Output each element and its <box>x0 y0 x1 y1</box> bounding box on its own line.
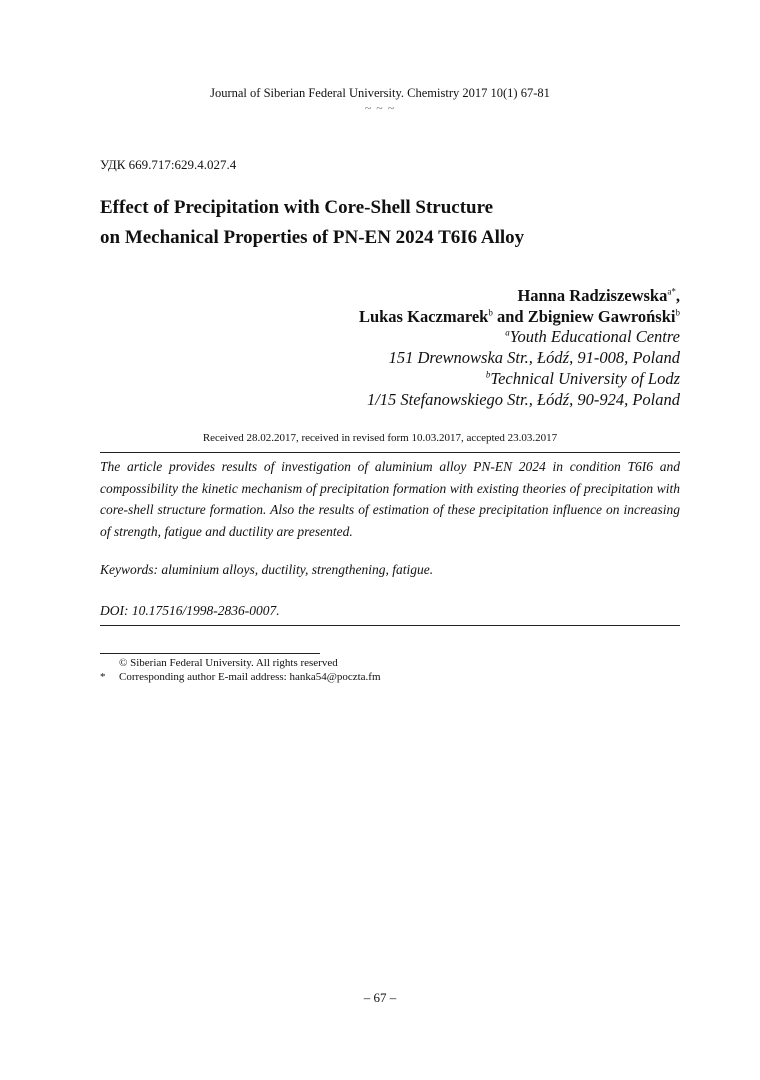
article-title <box>100 193 524 253</box>
affiliation-text: 151 Drewnowska Str., Łódź, 91-008, Poland <box>388 348 680 367</box>
journal-header: Journal of Siberian Federal University. Chemistry 2017 10(1) 67-81 <box>210 86 550 100</box>
footnote-rule <box>100 653 320 654</box>
keywords: Keywords: aluminium alloys, ductility, strengthening, fatigue. <box>100 562 434 577</box>
title-line-2: on Mechanical Properties of PN-EN 2024 T6I6 Alloy <box>100 227 525 248</box>
affiliation-line <box>367 368 680 389</box>
affiliation-line <box>367 326 680 347</box>
affiliation-text: 1/15 Stefanowskiego Str., Łódź, 90-924, Poland <box>366 390 680 409</box>
affiliation-text: Youth Educational Centre <box>509 327 680 346</box>
doi: DOI: 10.17516/1998-2836-0007. <box>100 603 280 618</box>
header-separator: ~ ~ ~ <box>364 101 396 115</box>
author-name: Hanna Radziszewska <box>517 286 668 305</box>
author-list <box>359 285 680 327</box>
author-sup: b <box>675 307 680 318</box>
affiliation-line <box>367 347 680 368</box>
copyright-text: © Siberian Federal University. All rights reserved <box>119 657 338 669</box>
author-line-1 <box>359 285 680 306</box>
footnote-copyright <box>100 657 338 669</box>
author-line-2 <box>359 306 680 327</box>
author-name: Lukas Kaczmarek <box>358 307 489 326</box>
affiliation-sup: b <box>485 369 491 380</box>
page-number: – 67 – <box>363 990 397 1005</box>
abstract-bottom-rule <box>100 625 680 626</box>
affiliation-sup: a <box>505 327 510 338</box>
footnote-corresponding <box>100 671 381 683</box>
footnote-mark: * <box>100 671 106 683</box>
author-sup: a* <box>667 286 676 297</box>
affiliations <box>367 326 680 410</box>
received-dates: Received 28.02.2017, received in revised form 10.03.2017, accepted 23.03.2017 <box>202 432 558 444</box>
affiliation-text: Technical University of Lodz <box>490 369 680 388</box>
author-separator: , <box>675 286 680 305</box>
corresponding-text: Corresponding author E-mail address: hanka54@poczta.fm <box>119 671 381 683</box>
affiliation-line <box>367 389 680 410</box>
abstract-text: The article provides results of investigation of aluminium alloy PN-EN 2024 in condition T6I6 and compossibility the kinetic mechanism of precipitation formation with existing theories of precipitation with core-shell structure formation. Also the results of estimation of these precipitation influence on increasing of strength, fatigue and ductility are presented. <box>100 459 680 539</box>
udk-code: УДК 669.717:629.4.027.4 <box>100 157 237 172</box>
author-name: Zbigniew Gawroński <box>527 307 676 326</box>
author-joiner: and <box>492 307 528 326</box>
author-sup: b <box>488 307 493 318</box>
abstract-top-rule <box>100 452 680 453</box>
title-line-1: Effect of Precipitation with Core-Shell Structure <box>100 197 494 218</box>
